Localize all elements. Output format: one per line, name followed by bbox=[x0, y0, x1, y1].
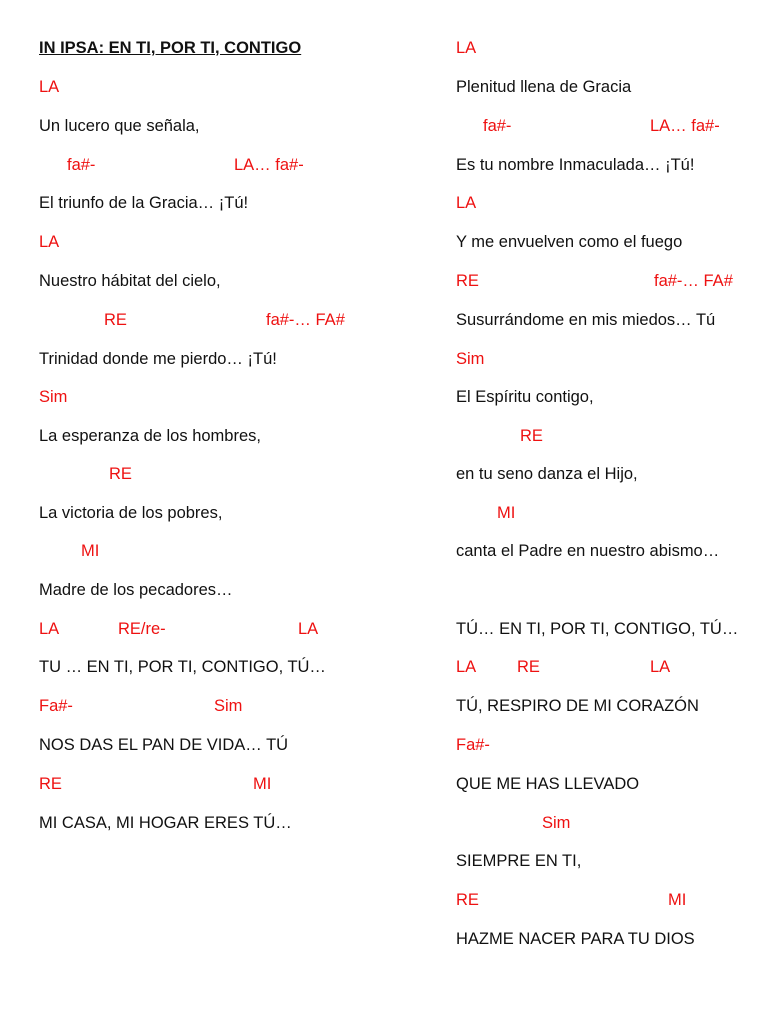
chord: Sim bbox=[542, 814, 571, 832]
lyric-line: Nuestro hábitat del cielo, bbox=[39, 272, 221, 290]
chord: LA bbox=[456, 39, 477, 57]
chord: Sim bbox=[39, 388, 68, 406]
chord: Fa#- bbox=[39, 697, 73, 715]
lyric-line: TÚ, RESPIRO DE MI CORAZÓN bbox=[456, 697, 699, 715]
lyric-line: Plenitud llena de Gracia bbox=[456, 78, 632, 96]
chord: LA… fa#- bbox=[650, 117, 720, 135]
lyric-line: Trinidad donde me pierdo… ¡Tú! bbox=[39, 350, 277, 368]
chord: RE bbox=[520, 427, 543, 445]
chord: RE/re- bbox=[118, 620, 166, 638]
chord: MI bbox=[497, 504, 516, 522]
chord: LA bbox=[39, 620, 60, 638]
lyric-line: Es tu nombre Inmaculada… ¡Tú! bbox=[456, 156, 695, 174]
lyric-line: MI CASA, MI HOGAR ERES TÚ… bbox=[39, 814, 292, 832]
song-title: IN IPSA: EN TI, POR TI, CONTIGO bbox=[39, 39, 302, 57]
lyric-line: Madre de los pecadores… bbox=[39, 581, 233, 599]
chord: RE bbox=[39, 775, 62, 793]
chord: RE bbox=[517, 658, 540, 676]
chord: LA bbox=[456, 658, 477, 676]
chord: Sim bbox=[214, 697, 243, 715]
lyric-line: QUE ME HAS LLEVADO bbox=[456, 775, 640, 793]
lyric-line: Y me envuelven como el fuego bbox=[456, 233, 683, 251]
chord: RE bbox=[456, 891, 479, 909]
chord: fa#- bbox=[483, 117, 512, 135]
chord: MI bbox=[81, 542, 100, 560]
lyric-line: El Espíritu contigo, bbox=[456, 388, 594, 406]
lyric-line: NOS DAS EL PAN DE VIDA… TÚ bbox=[39, 736, 289, 754]
chord: LA bbox=[456, 194, 477, 212]
chord: LA… fa#- bbox=[234, 156, 304, 174]
lyric-line: en tu seno danza el Hijo, bbox=[456, 465, 638, 483]
lyric-line: TÚ… EN TI, POR TI, CONTIGO, TÚ… bbox=[456, 620, 739, 638]
chord: MI bbox=[668, 891, 687, 909]
chord: LA bbox=[39, 233, 60, 251]
lyric-line: HAZME NACER PARA TU DIOS bbox=[456, 930, 695, 948]
chord: MI bbox=[253, 775, 272, 793]
chord: RE bbox=[456, 272, 479, 290]
chord: RE bbox=[104, 311, 127, 329]
lyric-line: El triunfo de la Gracia… ¡Tú! bbox=[39, 194, 249, 212]
lyric-line: La victoria de los pobres, bbox=[39, 504, 223, 522]
chord: LA bbox=[650, 658, 671, 676]
chord: Sim bbox=[456, 350, 485, 368]
chord: RE bbox=[109, 465, 132, 483]
lyric-line: canta el Padre en nuestro abismo… bbox=[456, 542, 720, 560]
lyric-line: SIEMPRE EN TI, bbox=[456, 852, 582, 870]
chord: fa#-… FA# bbox=[266, 311, 345, 329]
lyric-line: Susurrándome en mis miedos… Tú bbox=[456, 311, 716, 329]
lyric-line: La esperanza de los hombres, bbox=[39, 427, 261, 445]
chord: LA bbox=[39, 78, 60, 96]
chord: LA bbox=[298, 620, 319, 638]
lyric-line: Un lucero que señala, bbox=[39, 117, 200, 135]
lyric-line: TU … EN TI, POR TI, CONTIGO, TÚ… bbox=[39, 658, 326, 676]
chord: Fa#- bbox=[456, 736, 490, 754]
chord: fa#- bbox=[67, 156, 96, 174]
chord: fa#-… FA# bbox=[654, 272, 733, 290]
